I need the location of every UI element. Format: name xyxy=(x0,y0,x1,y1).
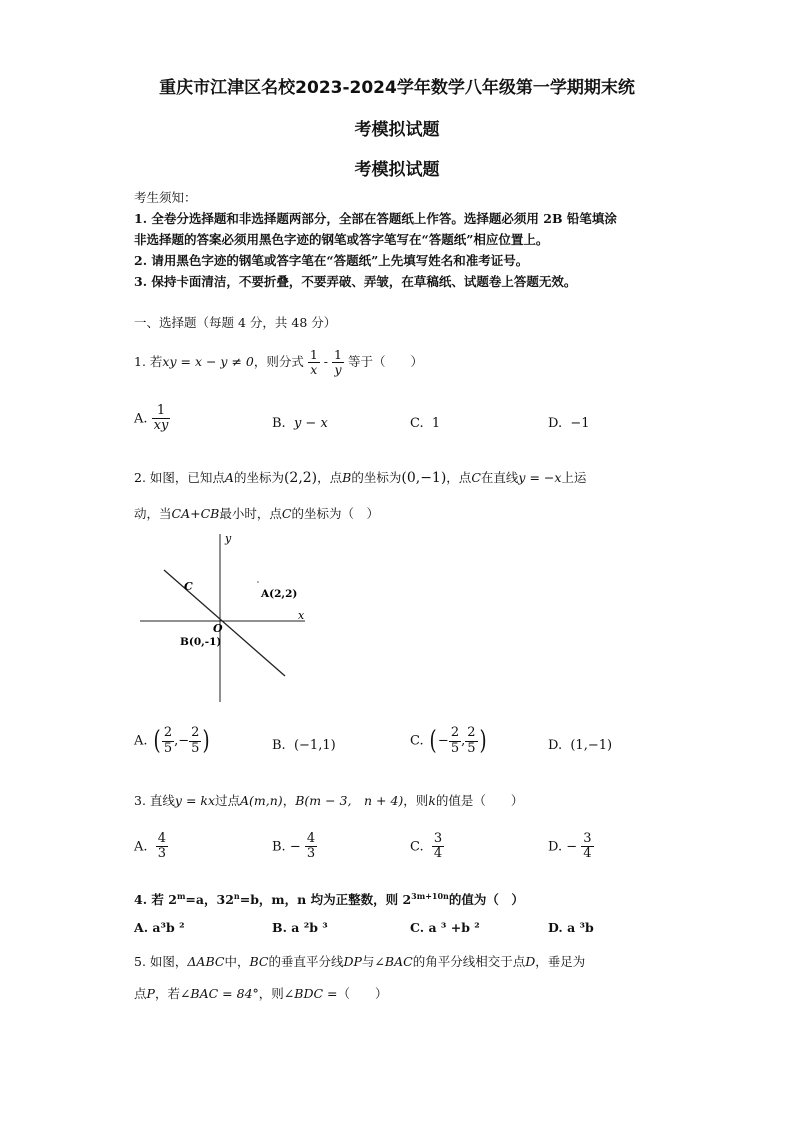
q2-c-pre: − xyxy=(437,733,449,749)
q4-option-b-label: B. xyxy=(272,920,287,935)
q1-option-b-value: y − x xyxy=(293,416,328,431)
q2-option-b xyxy=(272,738,336,753)
q2-a-fraction-1 xyxy=(162,726,174,756)
q3-a-fraction xyxy=(156,832,168,862)
q2-c-d1: 5 xyxy=(450,740,460,756)
q2-c-left-paren: ( xyxy=(429,726,437,756)
q2-a-fraction-2 xyxy=(189,726,201,756)
q4-option-c-value: a ³ +b ² xyxy=(428,920,480,935)
q4-option-b-value: a ²b ³ xyxy=(291,920,328,935)
question-2-line-1 xyxy=(134,468,586,486)
q3-point-a: A(m,n) xyxy=(240,793,283,808)
q3-option-a xyxy=(134,832,168,862)
q5-text-10: （ ） xyxy=(337,986,388,1001)
q3-a-den: 3 xyxy=(157,846,167,862)
page-title: 重庆市江津区名校2023-2024学年数学八年级第一学期期末统 xyxy=(159,78,635,98)
q1-option-c xyxy=(410,416,440,431)
q3-c-den: 4 xyxy=(433,846,443,862)
q3-point-b: B(m − 3, n + 4) xyxy=(295,793,404,808)
q3-a-num: 4 xyxy=(157,831,167,846)
q4-text-3: =b，m，n 均为正整数，则 2 xyxy=(239,892,412,907)
q1-option-a-fraction xyxy=(152,404,171,434)
q4-option-c-label: C. xyxy=(410,920,425,935)
q2-text-8: 动，当 xyxy=(134,506,172,521)
q5-text-4: 与 xyxy=(361,954,375,969)
q5-point-d: D xyxy=(525,954,536,969)
q1-option-a-label: A. xyxy=(134,411,148,427)
q1-option-c-value: 1 xyxy=(431,416,441,431)
q3-option-d-label: D. xyxy=(548,839,563,855)
q1-minus: - xyxy=(323,353,329,369)
x-axis-label: x xyxy=(298,609,305,622)
q4-text-4: 的值为（ ） xyxy=(448,892,524,907)
q2-option-a xyxy=(134,726,212,756)
q2-point-a: A xyxy=(224,470,234,485)
q2-text-2: 的坐标为 xyxy=(233,470,284,485)
q2-a-right-paren: ) xyxy=(202,726,211,756)
q3-mid-2: ，则 xyxy=(403,793,429,808)
q2-option-d-value: (1,−1) xyxy=(570,738,613,753)
q5-condition: ∠BAC = 84° xyxy=(179,986,259,1001)
question-5-line-1 xyxy=(134,952,585,970)
question-3 xyxy=(134,791,523,809)
q1-a-den: xy xyxy=(153,418,169,434)
q3-mid-1: 过点 xyxy=(215,793,241,808)
q5-text-9: ，则 xyxy=(258,986,284,1001)
origin-label: O xyxy=(213,622,223,635)
q5-dp: DP xyxy=(343,954,362,969)
point-c-label: C xyxy=(184,580,193,593)
notice-item-1b: 非选择题的答案必须用黑色字迹的钢笔或答字笔写在“答题纸”相应位置上。 xyxy=(134,232,549,247)
q2-point-c: C xyxy=(471,470,481,485)
q2-a-d2: 5 xyxy=(191,740,200,756)
question-4 xyxy=(134,890,524,908)
q2-text-3: ，点 xyxy=(317,470,343,485)
q1-condition: xy = x − y ≠ 0 xyxy=(162,353,254,369)
q4-sup-3: 3m+10n xyxy=(411,890,449,901)
q3-option-a-label: A. xyxy=(134,839,148,855)
page-subtitle: 考模拟试题 xyxy=(354,120,440,140)
q4-option-d xyxy=(548,920,594,935)
point-a-marker xyxy=(257,581,259,583)
q2-option-c xyxy=(410,726,488,756)
q2-c-right-paren: ) xyxy=(479,726,487,756)
q2-a-d1: 5 xyxy=(163,740,173,756)
q1-option-d-value: −1 xyxy=(570,416,590,431)
q3-d-fraction xyxy=(581,832,593,862)
question-5-line-2 xyxy=(134,984,388,1002)
q5-text-8: ，若 xyxy=(154,986,180,1001)
q3-d-sign: − xyxy=(566,839,578,855)
q3-sep: ， xyxy=(282,793,296,808)
q4-sup-2: n xyxy=(233,890,240,901)
q4-option-c xyxy=(410,920,480,935)
q1-suffix: 等于（ ） xyxy=(347,353,423,369)
q2-text-5: ，点 xyxy=(446,470,472,485)
q4-option-d-label: D. xyxy=(548,920,563,935)
q2-c-d2: 5 xyxy=(467,740,476,756)
q3-k: k xyxy=(428,793,436,808)
q2-c-n1: 2 xyxy=(450,725,460,741)
notice-item-3: 3. 保持卡面清洁，不要折叠，不要弄破、弄皱，在草稿纸、试题卷上答题无效。 xyxy=(134,274,577,289)
q1-option-b-label: B. xyxy=(272,416,286,431)
q5-text-7: 点 xyxy=(134,986,147,1001)
question-1 xyxy=(134,348,423,377)
q4-option-a-value: a³b ² xyxy=(152,920,185,935)
q4-sup-1: m xyxy=(176,890,186,901)
q3-equation: y = kx xyxy=(174,793,216,808)
q5-ask: ∠BDC = xyxy=(283,986,338,1001)
q3-prefix: 3. 直线 xyxy=(134,793,175,808)
q3-c-num: 3 xyxy=(433,831,443,846)
q2-c-sep: , xyxy=(461,733,466,749)
q2-text-10: 的坐标为（ ） xyxy=(291,506,379,521)
q2-text-6: 在直线 xyxy=(480,470,519,485)
q2-point-b: B xyxy=(342,470,352,485)
notice-item-1a: 1. 全卷分选择题和非选择题两部分，全部在答题纸上作答。选择题必须用 2B 铅笔填涂 xyxy=(134,211,617,226)
q1-fraction-1 xyxy=(308,348,320,377)
q4-text-1: 4. 若 2 xyxy=(134,892,177,907)
q2-c-n2: 2 xyxy=(467,725,476,741)
q4-option-d-value: a ³b xyxy=(567,920,594,935)
q1-fraction-2 xyxy=(332,348,344,377)
q3-c-fraction xyxy=(432,832,444,862)
y-axis-label: y xyxy=(225,532,232,545)
q5-text-5: 的角平分线相交于点 xyxy=(412,954,526,969)
q2-option-d-label: D. xyxy=(548,738,563,753)
q2-option-b-value: (−1,1) xyxy=(293,738,336,753)
q5-text-3: 的垂直平分线 xyxy=(268,954,344,969)
question-2-line-2 xyxy=(134,504,379,522)
q2-a-n2: 2 xyxy=(191,725,200,741)
q3-option-b-label: B. xyxy=(272,839,286,855)
q2-option-d xyxy=(548,738,612,753)
q3-suffix: 的值是（ ） xyxy=(435,793,524,808)
q3-option-c-label: C. xyxy=(410,839,424,855)
q2-text-9: 最小时，点 xyxy=(219,506,282,521)
q3-option-d xyxy=(548,832,594,862)
q4-option-b xyxy=(272,920,328,935)
q1-prefix: 1. 若 xyxy=(134,353,163,369)
q1-f2-num: 1 xyxy=(334,347,342,362)
point-b-label: B(0,-1) xyxy=(180,636,222,648)
q4-text-2: =a，32 xyxy=(185,892,234,907)
q1-option-c-label: C. xyxy=(410,416,424,431)
q2-text-1: 2. 如图，已知点 xyxy=(134,470,225,485)
q2-text-7: 上运 xyxy=(561,470,587,485)
q1-option-a xyxy=(134,404,170,434)
q2-option-c-label: C. xyxy=(410,733,424,749)
q2-coord-b: (0,−1) xyxy=(401,470,447,486)
q3-d-num: 3 xyxy=(583,831,592,846)
notice-heading: 考生须知： xyxy=(134,190,197,205)
notice-item-2: 2. 请用黑色字迹的钢笔或答字笔在“答题纸”上先填写姓名和准考证号。 xyxy=(134,253,529,268)
q4-option-a-label: A. xyxy=(134,920,149,935)
coordinate-figure xyxy=(130,530,320,706)
q3-option-b xyxy=(272,832,317,862)
q1-option-d xyxy=(548,416,590,431)
q1-a-num: 1 xyxy=(152,404,171,419)
q2-coord-a: (2,2) xyxy=(283,470,318,486)
q2-a-n1: 2 xyxy=(163,725,173,741)
q2-line-equation: y = −x xyxy=(518,470,562,485)
q4-option-a xyxy=(134,920,185,935)
q2-option-a-label: A. xyxy=(134,733,148,749)
q1-option-d-label: D. xyxy=(548,416,563,431)
q1-f1-den: x xyxy=(310,361,318,377)
q5-triangle: ΔABC xyxy=(187,954,225,969)
q1-mid: ，则分式 xyxy=(253,353,304,369)
q2-a-sep: ,− xyxy=(174,733,190,749)
q5-text-1: 5. 如图， xyxy=(134,954,188,969)
q3-d-den: 4 xyxy=(583,846,592,862)
q2-c-fraction-2 xyxy=(465,726,477,756)
q2-a-left-paren: ( xyxy=(153,726,161,756)
q1-f1-num: 1 xyxy=(309,347,318,362)
q1-option-b xyxy=(272,416,328,431)
q2-expression: CA+CB xyxy=(171,506,220,521)
q5-text-2: 中， xyxy=(224,954,250,969)
q3-option-c xyxy=(410,832,444,862)
q2-point-c-2: C xyxy=(281,506,292,521)
q3-b-den: 3 xyxy=(306,846,316,862)
q5-text-6: ，垂足为 xyxy=(535,954,586,969)
q3-b-fraction xyxy=(305,832,317,862)
section-heading: 一、选择题（每题 4 分，共 48 分） xyxy=(134,315,337,330)
q1-f2-den: y xyxy=(334,361,342,377)
q2-text-4: 的坐标为 xyxy=(351,470,402,485)
q2-c-fraction-1 xyxy=(449,726,461,756)
q5-point-p: P xyxy=(146,986,155,1001)
line-y-neg-x xyxy=(164,570,285,676)
page-subtitle-repeat: 考模拟试题 xyxy=(354,160,440,180)
q3-b-sign: − xyxy=(289,839,301,855)
q3-b-num: 4 xyxy=(306,831,316,846)
point-a-label: A(2,2) xyxy=(261,588,298,600)
q5-bc: BC xyxy=(249,954,269,969)
q5-angle: ∠BAC xyxy=(374,954,413,969)
q2-option-b-label: B. xyxy=(272,738,286,753)
